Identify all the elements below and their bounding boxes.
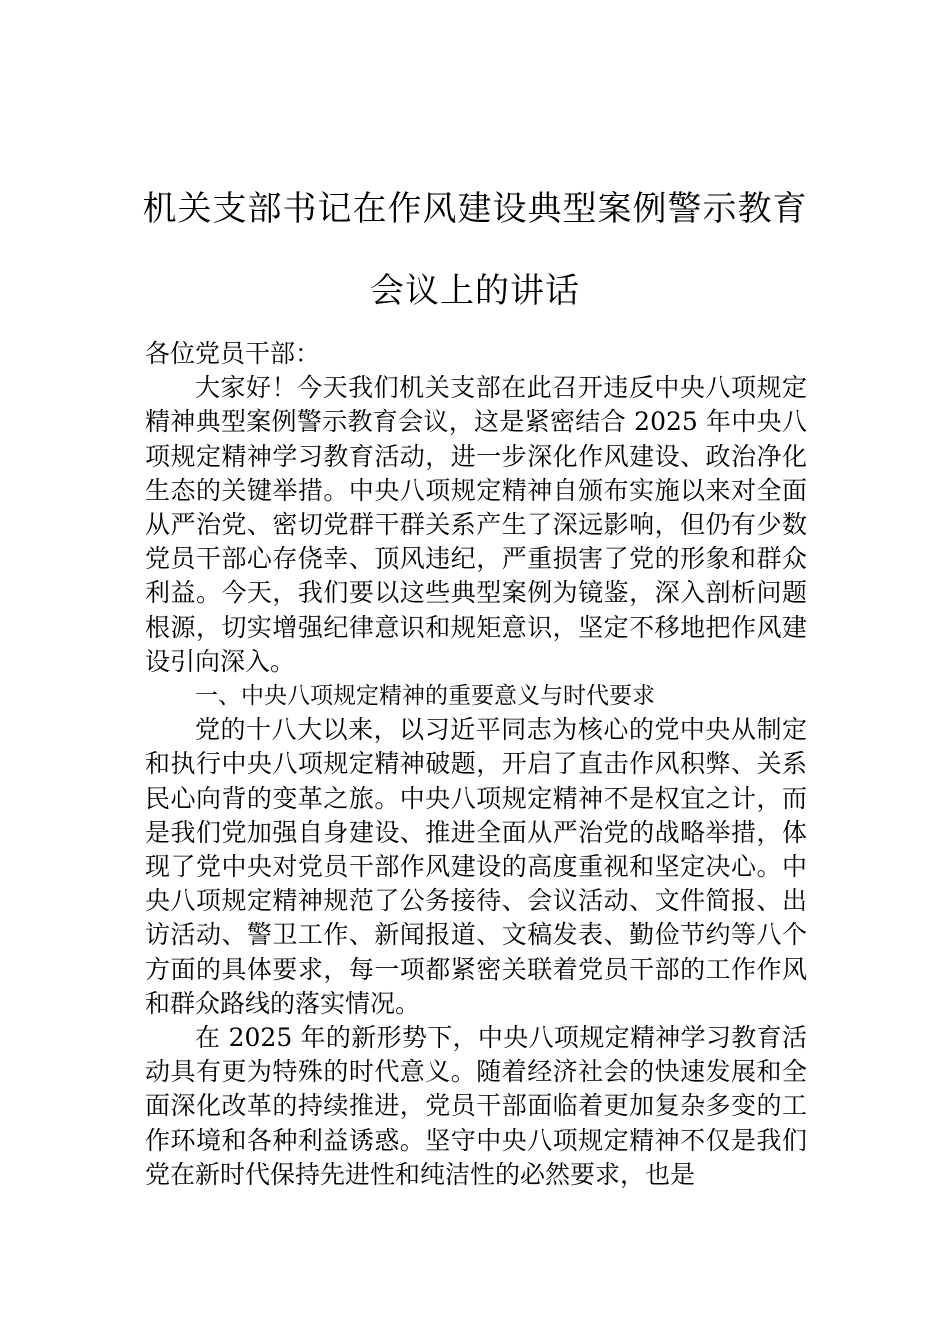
document-title: 机关支部书记在作风建设典型案例警示教育会议上的讲话 (142, 189, 808, 311)
document-body (145, 337, 807, 1192)
salutation: 各位党员干部： (145, 339, 321, 368)
paragraph-section1-1: 党的十八大以来，以习近平同志为核心的党中央从制定和执行中央八项规定精神破题，开启了直击作风积弊、关系民心向背的变革之旅。中央八项规定精神不是权宜之计，而是我们党加强自身建设、推进全面从严治党的战略举措，体现了党中央对党员干部作风建设的高度重视和坚定决心。中央八项规定精神规范了公务接待、会议活动、文件简报、出访活动、警卫工作、新闻报道、文稿发表、勤俭节约等八个方面的具体要求，每一项都紧密关联着党员干部的工作作风和群众路线的落实情况。 (145, 715, 807, 1018)
paragraph-section1-2: 在 2025 年的新形势下，中央八项规定精神学习教育活动具有更为特殊的时代意义。随着经济社会的快速发展和全面深化改革的持续推进，党员干部面临着更加复杂多变的工作环境和各种利益诱惑。坚守中央八项规定精神不仅是我们党在新时代保持先进性和纯洁性的必然要求，也是 (145, 1023, 807, 1189)
section-heading-1: 一、中央八项规定精神的重要意义与时代要求 (195, 683, 655, 710)
paragraph-intro: 大家好！今天我们机关支部在此召开违反中央八项规定精神典型案例警示教育会议，这是紧密结合 2025 年中央八项规定精神学习教育活动，进一步深化作风建设、政治净化生态的关键举措。中央八项规定精神自颁布实施以来对全面从严治党、密切党群干群关系产生了深远影响，但仍有少数党员干部心存侥幸、顶风违纪，严重损害了党的形象和群众利益。今天，我们要以这些典型案例为镜鉴，深入剖析问题根源，切实增强纪律意识和规矩意识，坚定不移地把作风建设引向深入。 (145, 373, 807, 676)
